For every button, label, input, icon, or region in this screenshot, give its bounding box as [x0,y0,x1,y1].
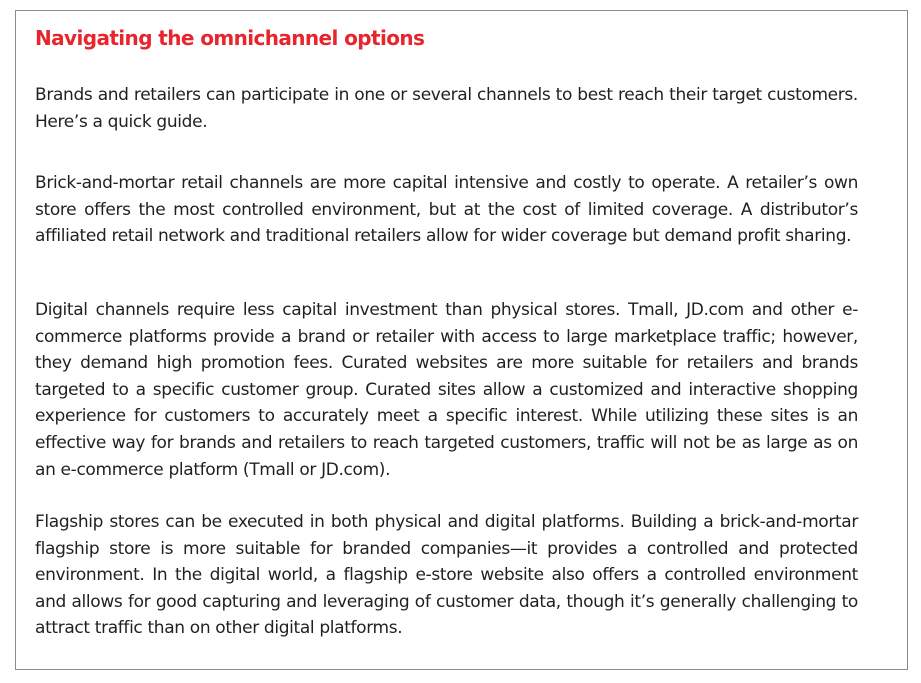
paragraph-flagship-stores: Flagship stores can be executed in both physical and digital platforms. Building a brick-and-mortar flagship store is more suitable for branded companies—it provides a controlled and protected environment. In the digital world, a flagship e-store website also offers a controlled environment and allows for good capturing and leveraging of customer data, though it’s generally challenging to attract traffic than on other digital platforms. [35,512,858,639]
paragraph-brick-and-mortar: Brick-and-mortar retail channels are more capital intensive and costly to operate. A retailer’s own store offers the most controlled environment, but at the cost of limited coverage. A distributor’s affiliated retail network and traditional retailers allow for wider coverage but demand profit sharing. [35,173,858,247]
paragraph-intro: Brands and retailers can participate in one or several channels to best reach their target customers. Here’s a quick guide. [35,85,858,132]
paragraph-digital-channels: Digital channels require less capital investment than physical stores. Tmall, JD.com and other e-commerce platforms provide a brand or retailer with access to large marketplace traffic; however, they demand high promotion fees. Curated websites are more suitable for retailers and brands targeted to a specific customer group. Curated sites allow a customized and interactive shopping experience for customers to accurately meet a specific interest. While utilizing these sites is an effective way for brands and retailers to reach targeted customers, traffic will not be as large as on an e-commerce platform (Tmall or JD.com). [35,300,858,480]
sidebar-title: Navigating the omnichannel options [35,26,425,50]
